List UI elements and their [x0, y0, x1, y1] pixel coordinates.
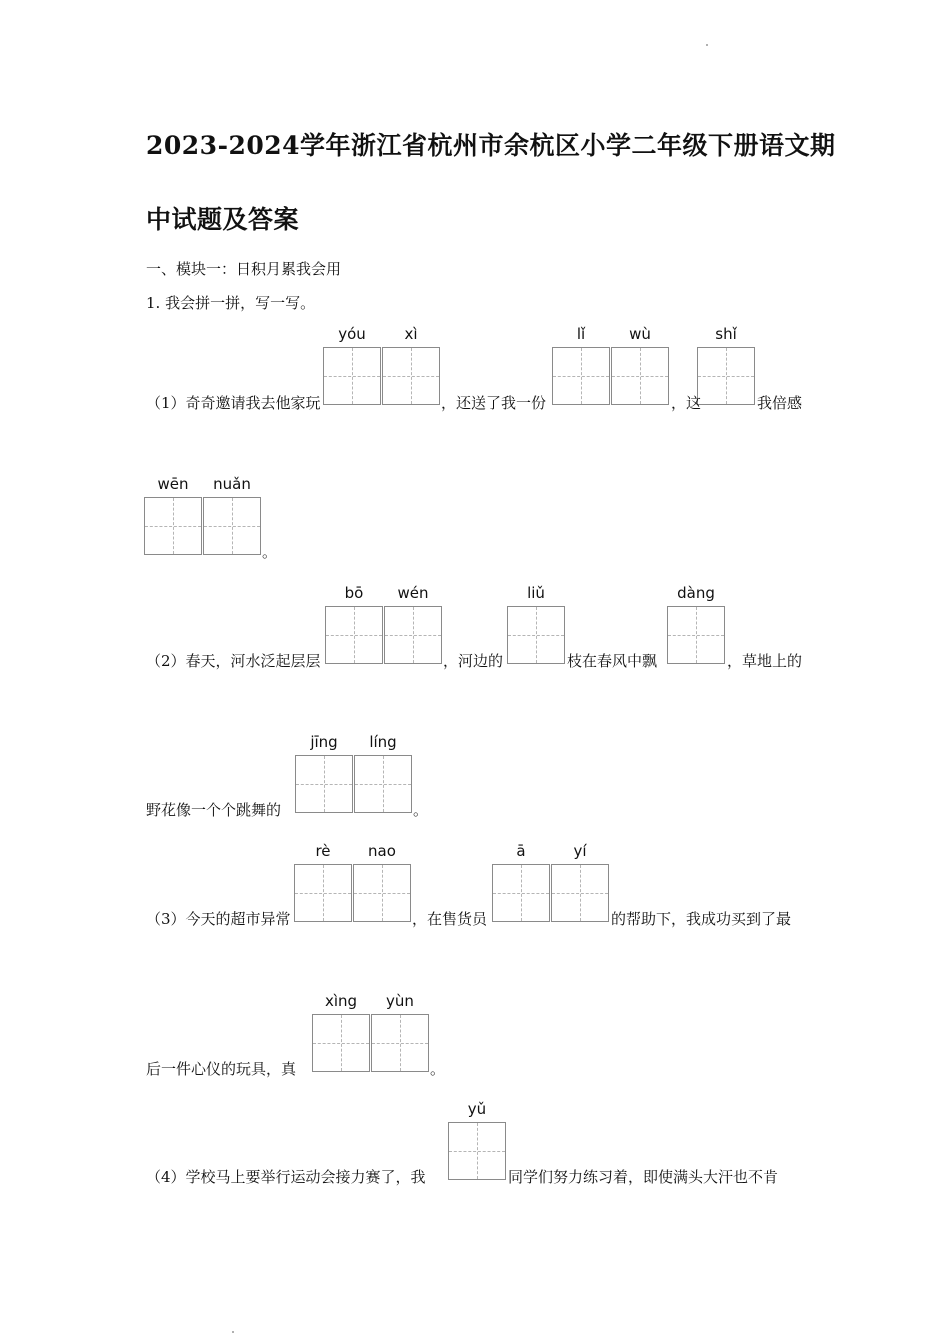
item-3-text: （3）今天的超市异常 — [146, 910, 291, 928]
item-3-text: 的帮助下，我成功买到了最 — [611, 910, 792, 928]
pinyin-label: xìng — [324, 992, 358, 1010]
writing-box[interactable] — [354, 755, 412, 813]
item-1-text: （1）奇奇邀请我去他家玩 — [146, 394, 321, 412]
writing-box[interactable] — [697, 347, 755, 405]
writing-box[interactable] — [294, 864, 352, 922]
corner-mark-bottom — [232, 1331, 234, 1333]
writing-box[interactable] — [323, 347, 381, 405]
pinyin-label: ā — [516, 842, 526, 860]
pinyin-label: dàng — [677, 584, 715, 602]
item-2-text: （2）春天，河水泛起层层 — [146, 652, 321, 670]
item-3-text: 后一件心仪的玩具，真 — [146, 1060, 297, 1078]
writing-box[interactable] — [295, 755, 353, 813]
pinyin-label: wēn — [157, 475, 189, 493]
pinyin-label: wén — [397, 584, 429, 602]
writing-box[interactable] — [144, 497, 202, 555]
page-title-line-1: 2023-2024学年浙江省杭州市余杭区小学二年级下册语文期 — [146, 131, 836, 160]
writing-box[interactable] — [325, 606, 383, 664]
item-4-text: 同学们努力练习着，即使满头大汗也不肯 — [508, 1168, 779, 1186]
writing-box[interactable] — [552, 347, 610, 405]
pinyin-label: shǐ — [715, 325, 737, 343]
item-4-text: （4）学校马上要举行运动会接力赛了，我 — [146, 1168, 426, 1186]
writing-box[interactable] — [382, 347, 440, 405]
pinyin-label: líng — [369, 733, 397, 751]
pinyin-label: lǐ — [576, 325, 586, 343]
pinyin-label: rè — [315, 842, 331, 860]
page-title-line-2: 中试题及答案 — [146, 205, 300, 234]
pinyin-label: liǔ — [527, 584, 545, 602]
item-1-text: ，还送了我一份 — [441, 394, 547, 412]
item-3-text: 。 — [430, 1060, 446, 1078]
item-1-text: 我倍感 — [757, 394, 803, 412]
writing-box[interactable] — [492, 864, 550, 922]
writing-box[interactable] — [384, 606, 442, 664]
pinyin-label: jīng — [310, 733, 338, 751]
item-2-text: ，河边的 — [443, 652, 504, 670]
writing-box[interactable] — [448, 1122, 506, 1180]
pinyin-label: yùn — [386, 992, 414, 1010]
item-1-text: 。 — [262, 543, 278, 561]
pinyin-label: yǔ — [467, 1100, 487, 1118]
writing-box[interactable] — [203, 497, 261, 555]
writing-box[interactable] — [312, 1014, 370, 1072]
pinyin-label: yí — [573, 842, 587, 860]
item-2-text: 野花像一个个跳舞的 — [146, 801, 282, 819]
pinyin-label: xì — [404, 325, 418, 343]
question-1-prompt: 1. 我会拼一拼，写一写。 — [146, 294, 316, 312]
item-2-text: 。 — [413, 801, 429, 819]
writing-box[interactable] — [353, 864, 411, 922]
corner-mark-top — [706, 44, 708, 46]
writing-box[interactable] — [551, 864, 609, 922]
item-1-text: ，这 — [671, 394, 702, 412]
pinyin-label: wù — [629, 325, 651, 343]
item-2-text: ，草地上的 — [727, 652, 803, 670]
item-2-text: 枝在春风中飘 — [567, 652, 658, 670]
writing-box[interactable] — [507, 606, 565, 664]
item-3-text: ，在售货员 — [412, 910, 488, 928]
writing-box[interactable] — [611, 347, 669, 405]
pinyin-label: yóu — [338, 325, 366, 343]
pinyin-label: nuǎn — [213, 475, 251, 493]
writing-box[interactable] — [667, 606, 725, 664]
section-heading: 一、模块一：日积月累我会用 — [146, 260, 342, 278]
pinyin-label: nao — [368, 842, 396, 860]
writing-box[interactable] — [371, 1014, 429, 1072]
pinyin-label: bō — [344, 584, 364, 602]
